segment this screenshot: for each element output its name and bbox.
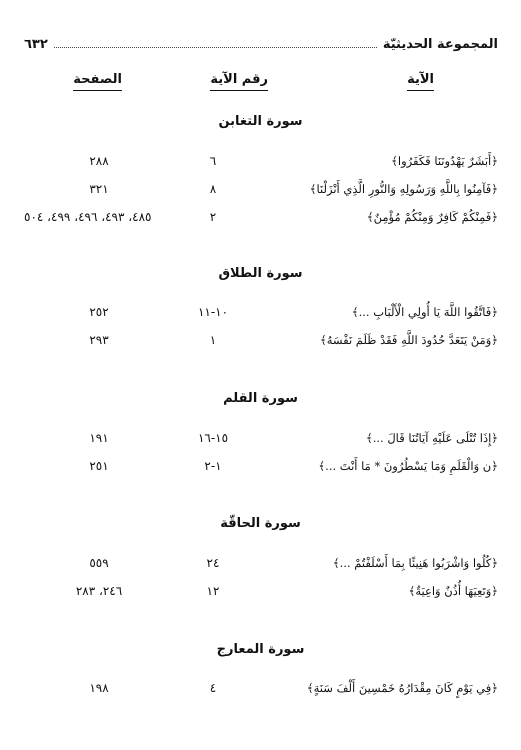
index-row <box>24 154 498 176</box>
verse-text: ﴿ن وَالْقَلَمِ وَمَا يَسْطُرُونَ * مَا أَنْتَ ...﴾ <box>318 459 498 473</box>
sura-title: سورة الطلاق <box>218 266 303 281</box>
verse-number: ٢٤ <box>206 556 220 570</box>
verse-text: ﴿فَآمِنُوا بِاللَّهِ وَرَسُولِهِ وَالنُّورِ الَّذِي أَنْزَلْنَا﴾ <box>309 182 498 196</box>
column-heading-verse: الآية <box>407 72 434 91</box>
verse-number: ١ <box>209 333 217 347</box>
index-row <box>24 584 498 606</box>
page-reference: ٢٥٢ <box>89 305 109 319</box>
verse-number: ١٢ <box>206 584 220 598</box>
page-reference: ١٩١ <box>89 431 109 445</box>
dotted-leader <box>54 47 377 48</box>
page-reference: ٢٥١ <box>89 459 109 473</box>
page-reference: ٤٨٥، ٤٩٣، ٤٩٦، ٤٩٩، ٥٠٤ <box>24 210 152 224</box>
verse-text: ﴿فِي يَوْمٍ كَانَ مِقْدَارُهُ خَمْسِينَ أَلْفَ سَنَةٍ﴾ <box>306 681 498 695</box>
index-row <box>24 681 498 703</box>
sura-title: سورة التغابن <box>218 114 303 129</box>
index-row <box>24 431 498 453</box>
verse-number: ١-٢ <box>204 459 222 473</box>
sura-title: سورة المعارج <box>216 642 305 657</box>
book-title: المجموعة الحديثيّة <box>382 37 498 52</box>
verse-text: ﴿كُلُوا وَاشْرَبُوا هَنِيئًا بِمَا أَسْلَفْتُمْ ...﴾ <box>332 556 498 570</box>
page-number: ٦٣٢ <box>24 37 48 52</box>
page-reference: ٥٥٩ <box>89 556 109 570</box>
verse-text: ﴿فَاتَّقُوا اللَّهَ يَا أُولِي الْأَلْبَابِ ...﴾ <box>351 305 498 319</box>
page-reference: ١٩٨ <box>89 681 109 695</box>
index-row <box>24 556 498 578</box>
index-row <box>24 459 498 481</box>
page-reference: ٢٩٣ <box>89 333 109 347</box>
column-headings <box>24 72 498 98</box>
sura-title: سورة الحاقّة <box>220 516 301 531</box>
verse-number: ٨ <box>209 182 217 196</box>
sura-title: سورة القلم <box>223 391 298 406</box>
verse-text: ﴿وَمَنْ يَتَعَدَّ حُدُودَ اللَّهِ فَقَدْ ظَلَمَ نَفْسَهُ﴾ <box>319 333 498 347</box>
verse-text: ﴿إِذَا تُتْلَى عَلَيْهِ آيَاتُنَا قَالَ ...﴾ <box>365 431 498 445</box>
verse-number: ٤ <box>209 681 217 695</box>
index-row <box>24 333 498 355</box>
column-heading-verse-number: رقم الآية <box>210 72 268 91</box>
index-row <box>24 210 498 232</box>
running-header <box>24 30 498 52</box>
index-row <box>24 182 498 204</box>
verse-text: ﴿فَمِنْكُمْ كَافِرٌ وَمِنْكُمْ مُؤْمِنٌ﴾ <box>366 210 498 224</box>
verse-text: ﴿وَتَعِيَهَا أُذُنٌ وَاعِيَةٌ﴾ <box>408 584 498 598</box>
verse-number: ١٥-١٦ <box>197 431 229 445</box>
page-reference: ٢٤٦، ٢٨٣ <box>75 584 123 598</box>
verse-number: ٢ <box>209 210 217 224</box>
verse-text: ﴿أَبَشَرٌ يَهْدُونَنَا فَكَفَرُوا﴾ <box>391 154 498 168</box>
column-heading-page: الصفحة <box>73 72 122 91</box>
index-row <box>24 305 498 327</box>
verse-number: ٦ <box>209 154 217 168</box>
page-reference: ٢٨٨ <box>89 154 109 168</box>
verse-number: ١٠-١١ <box>197 305 229 319</box>
page-reference: ٣٢١ <box>89 182 109 196</box>
